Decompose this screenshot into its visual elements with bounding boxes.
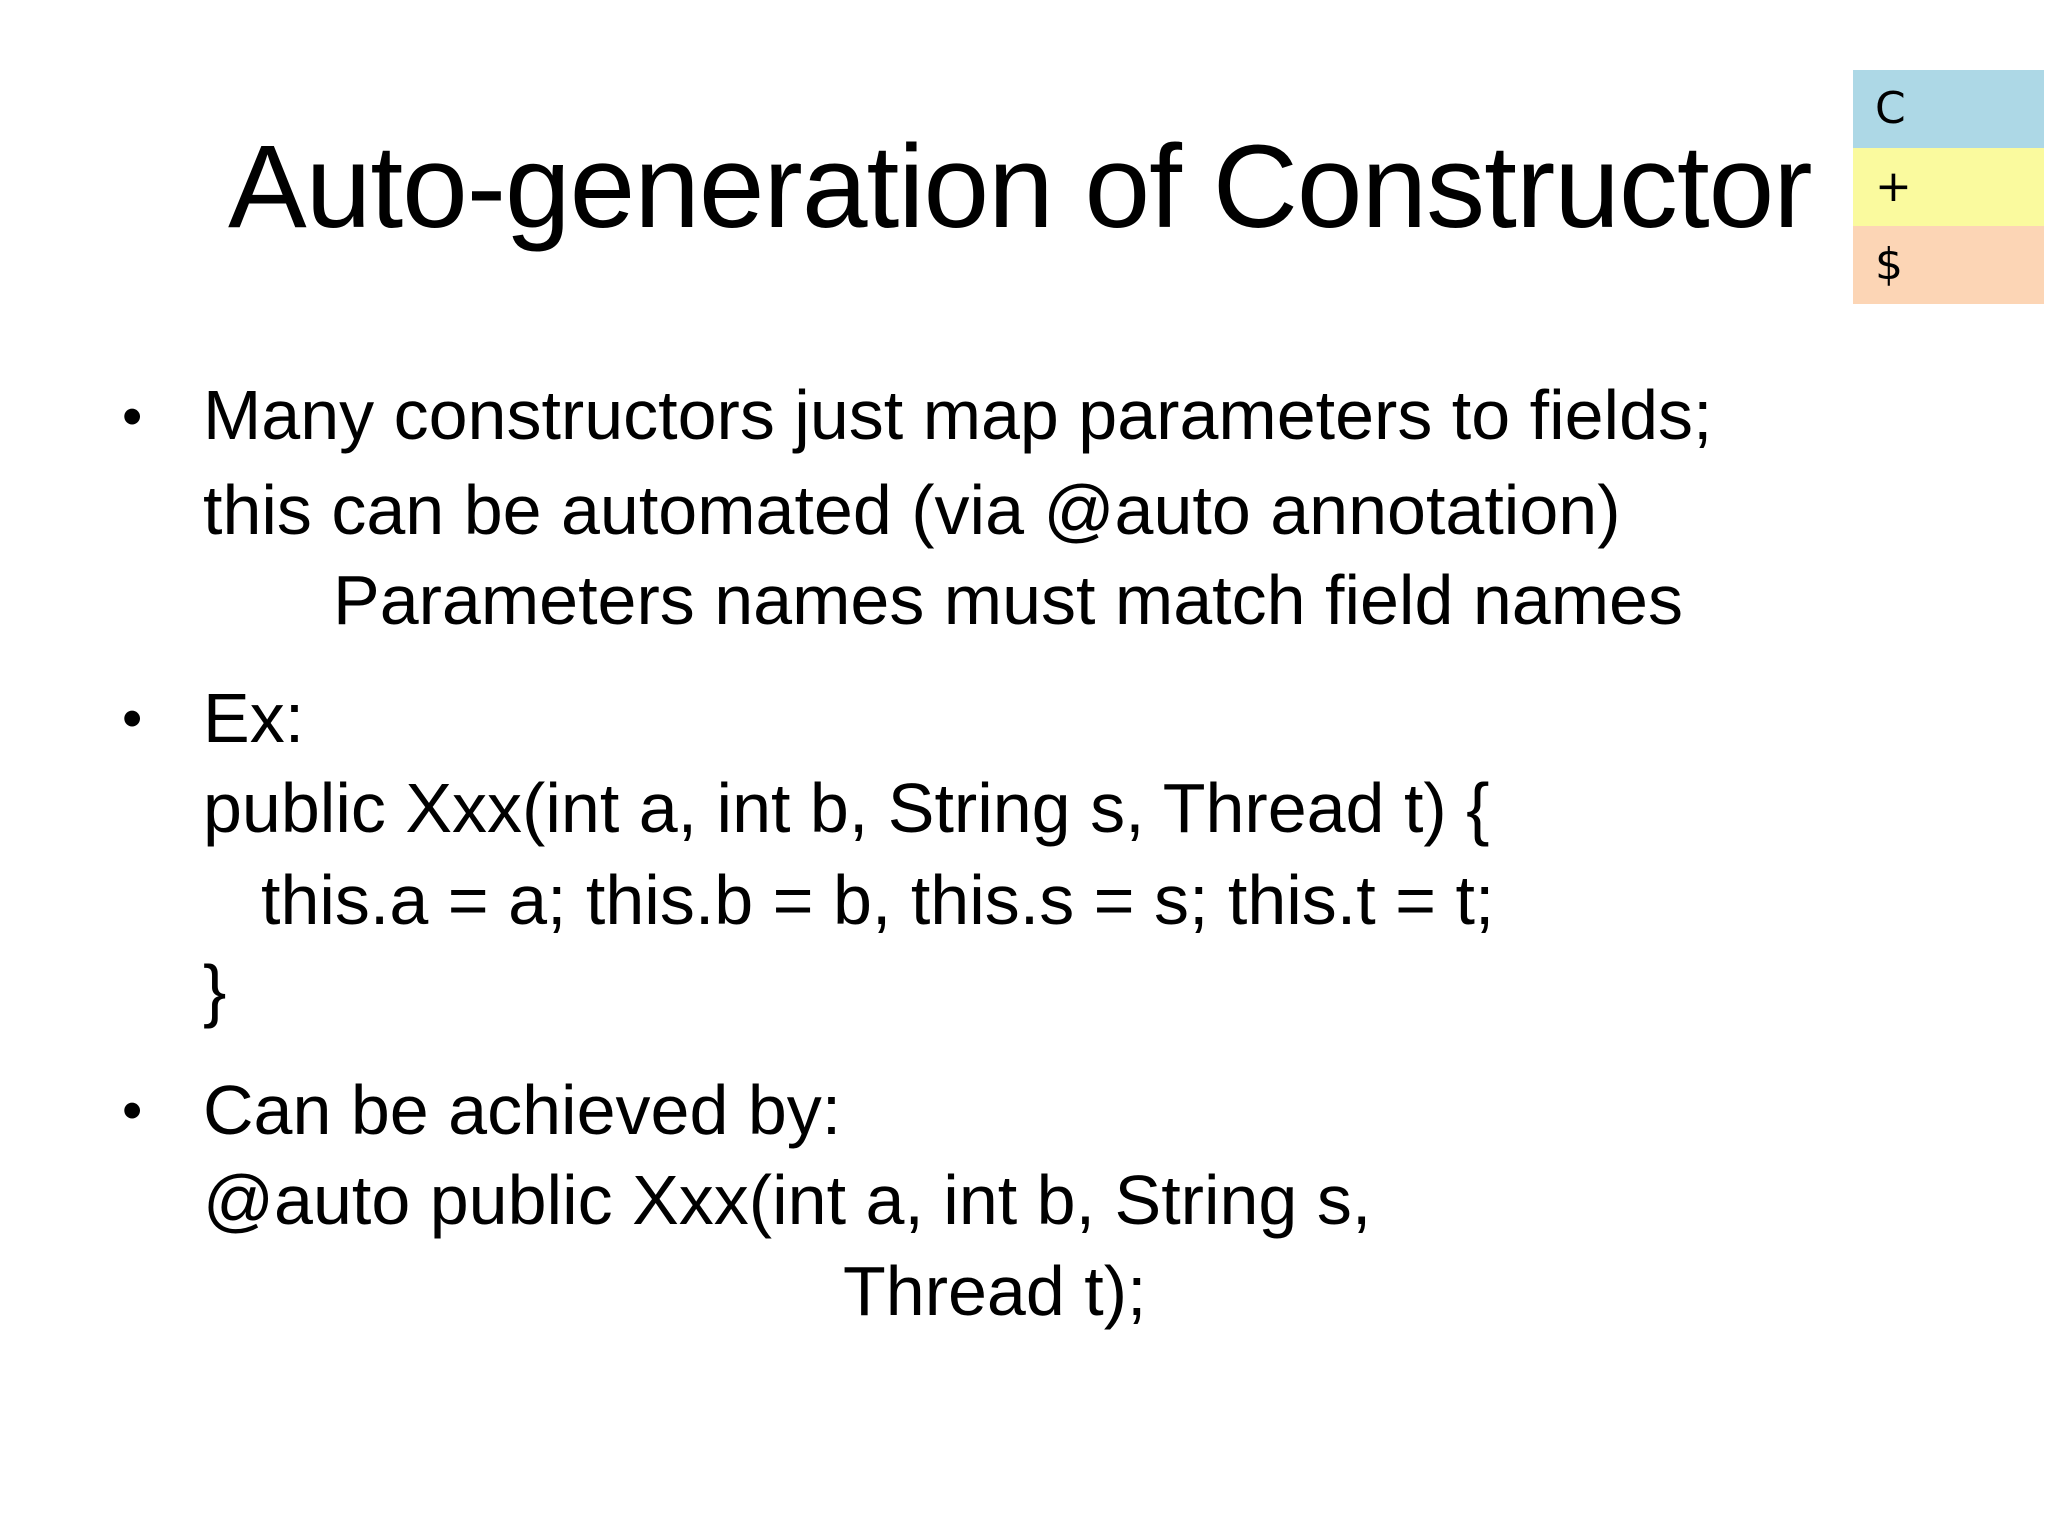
annotation-code-continuation: Thread t); bbox=[843, 1252, 1147, 1330]
bullet-3-line-1: Can be achieved by: bbox=[203, 1071, 842, 1149]
bullet-2-line-1: Ex: bbox=[203, 679, 305, 757]
annotation-code-line: @auto public Xxx(int a, int b, String s, bbox=[203, 1161, 1372, 1239]
badge-dollar: $ bbox=[1853, 226, 2044, 304]
bullet-marker: • bbox=[122, 1078, 143, 1143]
code-signature-line: public Xxx(int a, int b, String s, Thread t) { bbox=[203, 769, 1490, 847]
bullet-marker: • bbox=[122, 384, 143, 449]
badge-plus: + bbox=[1853, 148, 2044, 226]
bullet-marker: • bbox=[122, 686, 143, 751]
language-badge bbox=[1853, 70, 2044, 304]
badge-c: C bbox=[1853, 70, 2044, 148]
bullet-1-line-1: Many constructors just map parameters to fields; bbox=[203, 376, 1713, 454]
code-body-line: this.a = a; this.b = b, this.s = s; this.t = t; bbox=[261, 861, 1495, 939]
bullet-1-line-2: this can be automated (via @auto annotation) bbox=[203, 471, 1621, 549]
slide-title: Auto-generation of Constructor bbox=[228, 121, 1812, 253]
code-closing-brace: } bbox=[203, 951, 227, 1029]
bullet-1-line-3: Parameters names must match field names bbox=[333, 561, 1683, 639]
